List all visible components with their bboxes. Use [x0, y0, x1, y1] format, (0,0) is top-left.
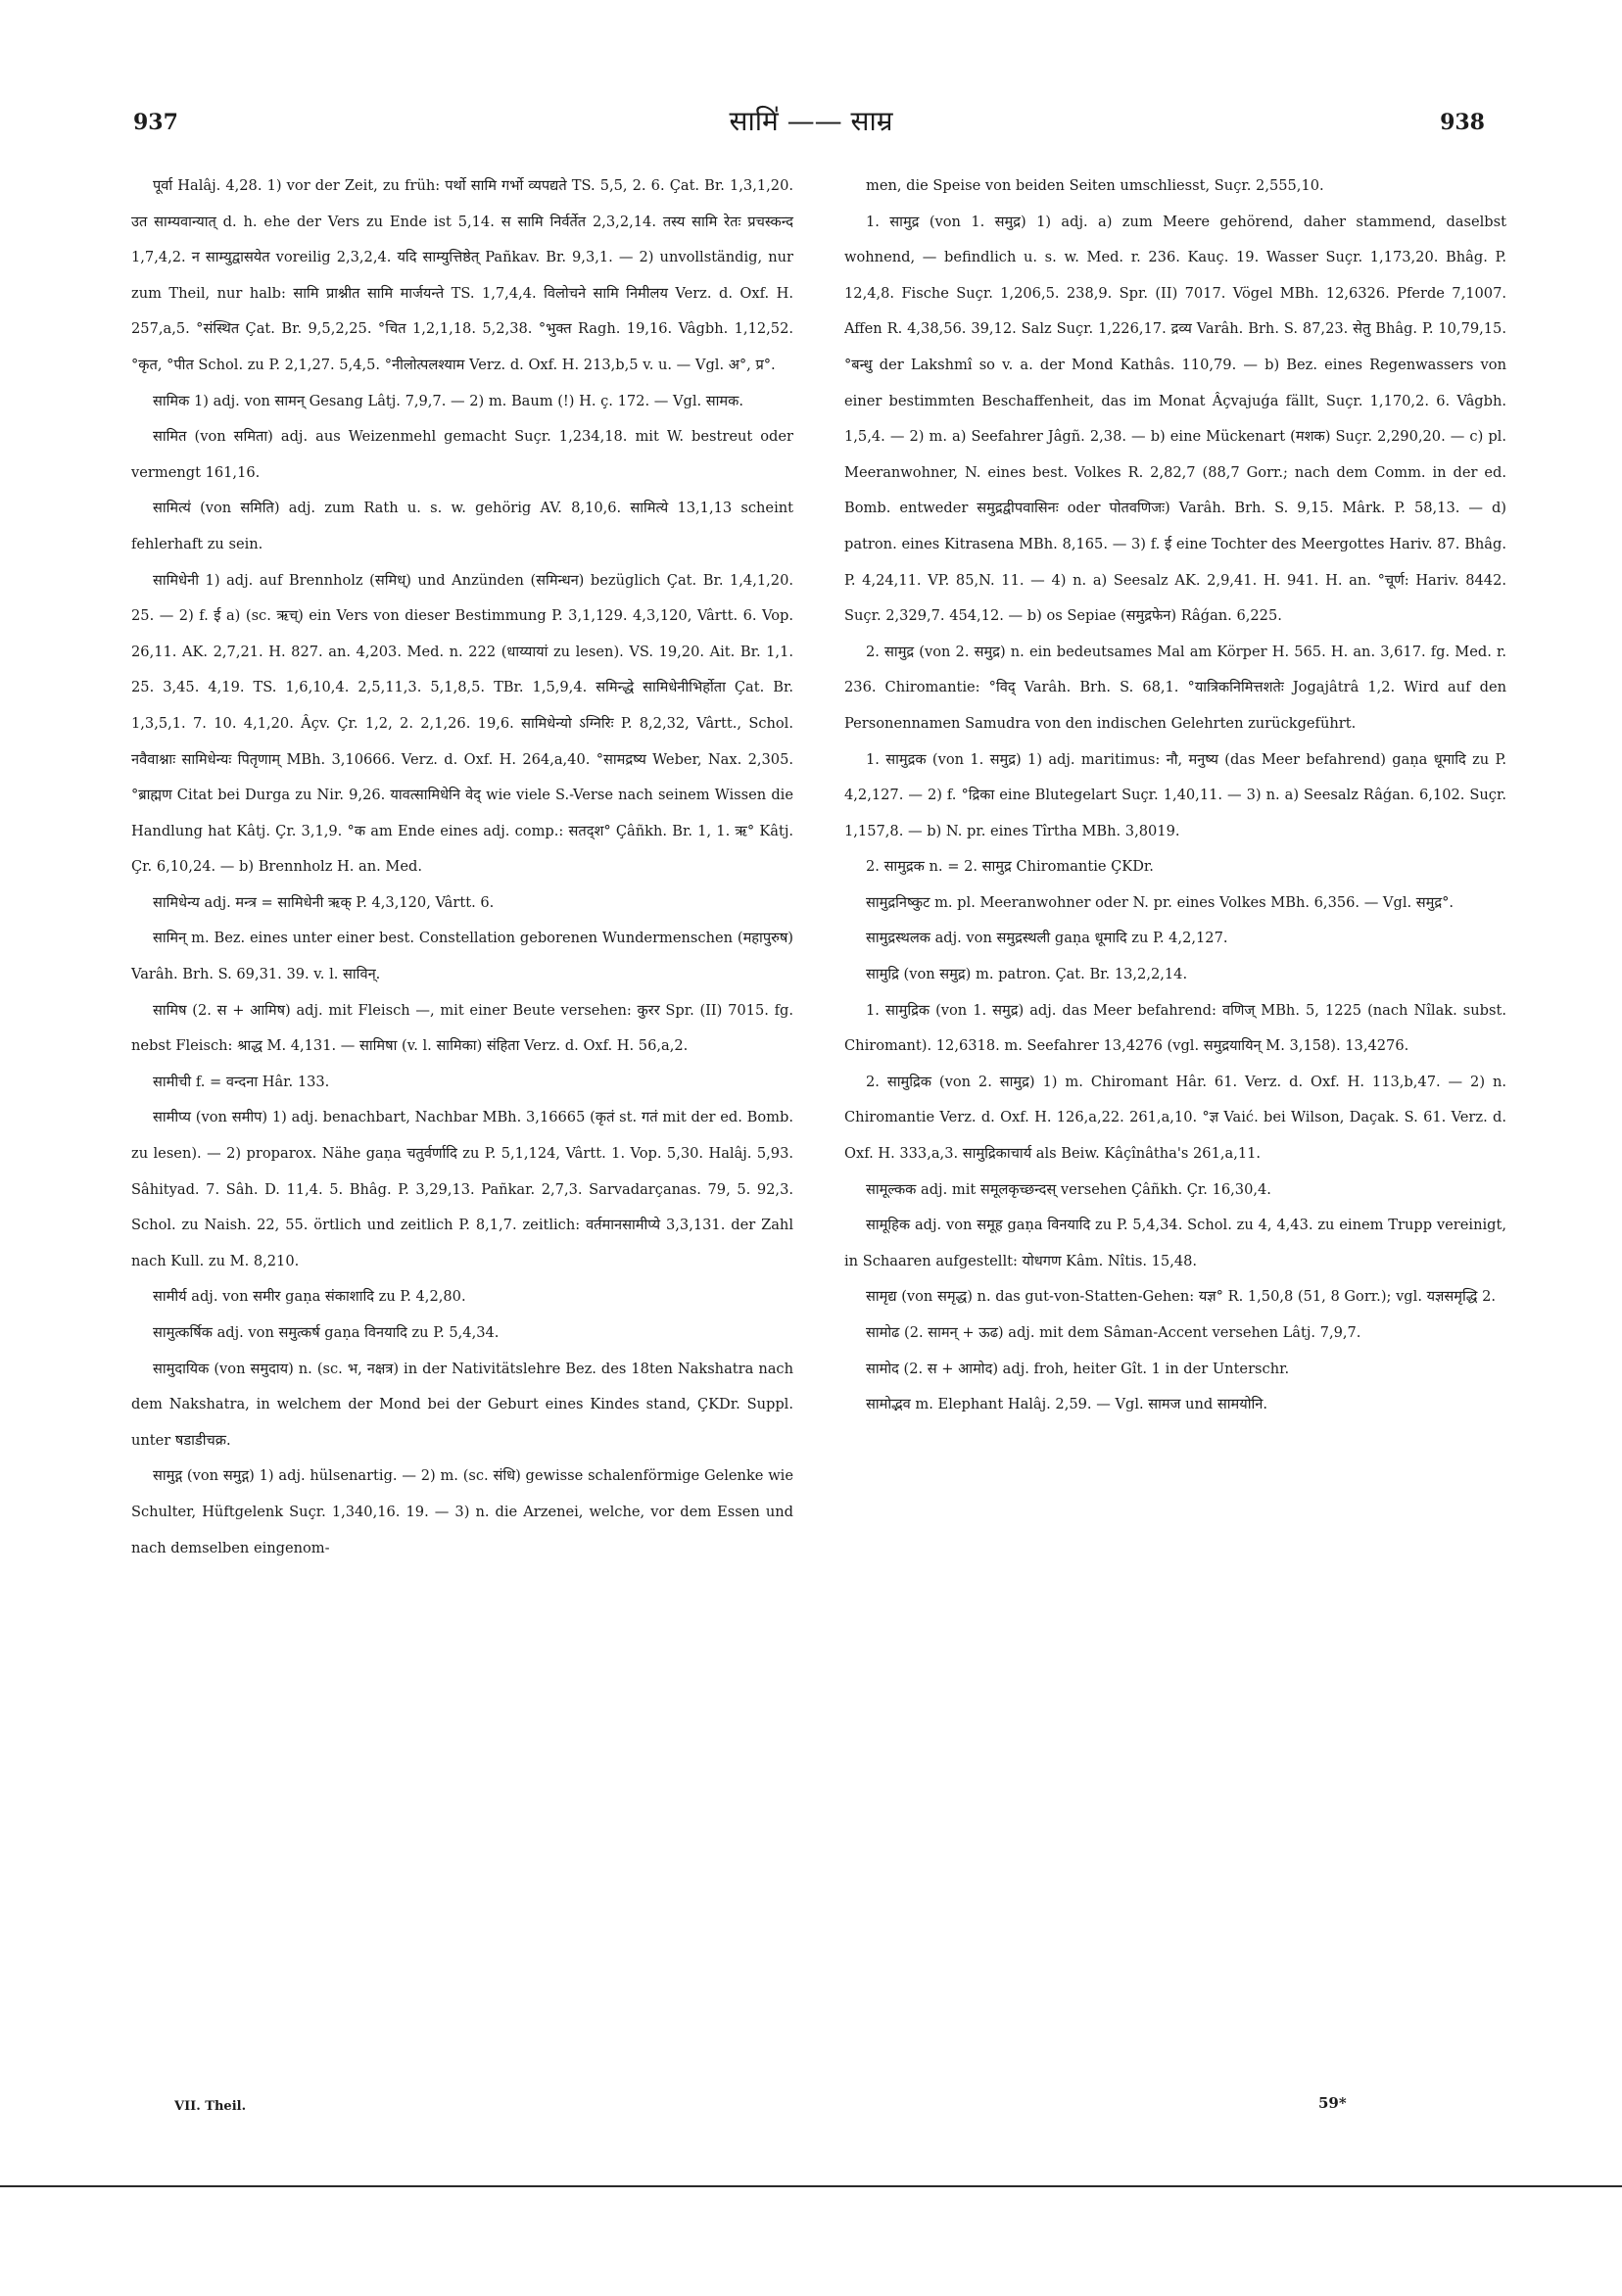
entry-text: men, die Speise von beiden Seiten umschliesst, Suçr. 2,555,10. [866, 177, 1324, 194]
entry-text: 2. सामुद्रक n. = 2. सामुद्र Chiromantie ÇKDr. [866, 858, 1154, 876]
entry-text: सामीप्य (von समीप) 1) adj. benachbart, Nachbar MBh. 3,16665 (कृतं st. गतं mit der ed. Bomb. zu lesen). — 2) proparox. Nähe gaṇa चतुर्वर्णादि zu P. 5,1,124, Vârtt. 1. Vop. 5,30. Halâj. 5,93. Sâhityad. 7. Sâh. D. 11,4. 5. Bhâg. P. 3,29,13. Pañkar. 2,7,3. Sarvadarçanas. 79, 5. 92,3. Schol. zu Naish. 22, 55. örtlich und zeitlich P. 8,1,7. zeitlich: वर्तमानसामीप्ये 3,3,131. der Zahl nach Kull. zu M. 8,210. [131, 1109, 793, 1269]
entry-text: पूर्वा Halâj. 4,28. 1) vor der Zeit, zu früh: पर्थो सामि गर्भो व्यपद्यते TS. 5,5, 2. 6. Çat. Br. 1,3,1,20. उत साम्यवान्यात् d. h. ehe der Vers zu Ende ist 5,14. स सामि निर्वर्तेत 2,3,2,14. तस्य सामि रेतः प्रचस्कन्द 1,7,4,2. न साम्युद्वासयेत voreilig 2,3,2,4. यदि साम्युत्तिष्ठेत् Pañkav. Br. 9,3,1. — 2) unvollständig, nur zum Theil, nur halb: सामि प्राश्नीत सामि मार्जयन्ते TS. 1,7,4,4. विलोचने सामि निमीलय Verz. d. Oxf. H. 257,a,5. °संस्थित Çat. Br. 9,5,2,25. °चित 1,2,1,18. 5,2,38. °भुक्त Ragh. 19,16. Vâgbh. 1,12,52. °कृत, °पीत Schol. zu P. 2,1,27. 5,4,5. °नीलोत्पलश्याम Verz. d. Oxf. H. 213,b,5 v. u. — Vgl. अ°, प्र°. [131, 177, 793, 373]
entry-text: सामूल्कक adj. mit समूलकृच्छन्दस् versehen Çâñkh. Çr. 16,30,4. [866, 1180, 1271, 1198]
entry-text: सामित (von समिता) adj. aus Weizenmehl gemacht Suçr. 1,234,18. mit W. bestreut oder vermengt 161,16. [131, 428, 793, 481]
entry-text: सामोद्भव m. Elephant Halâj. 2,59. — Vgl. सामज und सामयोनि. [866, 1396, 1268, 1413]
entry-text: 1. सामुद्रिक (von 1. समुद्र) adj. das Meer befahrend: वणिज् MBh. 5, 1225 (nach Nîlak. subst. Chiromant). 12,6318. m. Seefahrer 13,4276 (vgl. समुद्रयायिन् M. 3,158). 13,4276. [844, 1001, 1506, 1055]
entry-text: सामीर्य adj. von समीर gaṇa संकाशादि zu P. 4,2,80. [153, 1288, 466, 1306]
bottom-rule [0, 2185, 1622, 2187]
entry-text: 2. सामुद्रिक (von 2. सामुद्र) 1) m. Chiromant Hâr. 61. Verz. d. Oxf. H. 113,b,47. — 2) n. Chiromantie Verz. d. Oxf. H. 126,a,22. 261,a,10. °ज्ञ Vaić. bei Wilson, Daçak. S. 61. Verz. d. Oxf. H. 333,a,3. सामुद्रिकाचार्य als Beiw. Kâçînâtha's 261,a,11. [844, 1073, 1506, 1163]
entry-text: सामुदायिक (von समुदाय) n. (sc. भ, नक्षत्र) in der Nativitätslehre Bez. des 18ten Nakshatra nach dem Nakshatra, in welchem der Mond bei der Geburt eines Kindes stand, ÇKDr. Suppl. unter षडाडीचक्र. [131, 1360, 793, 1449]
entry-text: सामिधेनी 1) adj. auf Brennholz (समिध्) und Anzünden (समिन्धन) bezüglich Çat. Br. 1,4,1,20. 25. — 2) f. ई a) (sc. ऋच्) ein Vers von dieser Bestimmung P. 3,1,129. 4,3,120, Vârtt. 6. Vop. 26,11. AK. 2,7,21. H. 827. an. 4,203. Med. n. 222 (धाय्यायां zu lesen). VS. 19,20. Ait. Br. 1,1. 25. 3,45. 4,19. TS. 1,6,10,4. 2,5,11,3. 5,1,8,5. TBr. 1,5,9,4. समिन्द्धे सामिधेनीभिर्होता Çat. Br. 1,3,5,1. 7. 10. 4,1,20. Âçv. Çr. 1,2, 2. 2,1,26. 19,6. सामिधेन्यो ऽग्निरिः P. 8,2,32, Vârtt., Schol. नवैवाश्नाः सामिधेन्यः पितृणाम् MBh. 3,10666. Verz. d. Oxf. H. 264,a,40. °सामद्रष्य Weber, Nax. 2,305. °ब्राह्मण Citat bei Durga zu Nir. 9,26. यावत्सामिधेनि वेद् wie viele S.-Verse nach seinem Wissen die Handlung hat Kâtj. Çr. 3,1,9. °क am Ende eines adj. comp.: सतद्श° Çâñkh. Br. 1, 1. ऋ° Kâtj. Çr. 6,10,24. — b) Brennholz H. an. Med. [131, 571, 793, 876]
right-column [844, 168, 1506, 1423]
entry-text: सामोढ (2. सामन् + ऊढ) adj. mit dem Sâman-Accent versehen Lâtj. 7,9,7. [866, 1324, 1361, 1341]
entry-text: सामूहिक adj. von समूह gaṇa विनयादि zu P. 5,4,34. Schol. zu 4, 4,43. zu einem Trupp vereinigt, in Schaaren aufgestellt: योधगण Kâm. Nîtis. 15,48. [844, 1217, 1506, 1269]
entry-text: 1. सामुद्र (von 1. समुद्र) 1) adj. a) zum Meere gehörend, daher stammend, daselbst wohnend, — befindlich u. s. w. Med. r. 236. Kauç. 19. Wasser Suçr. 1,173,20. Bhâg. P. 12,4,8. Fische Suçr. 1,206,5. 238,9. Spr. (II) 7017. Vögel MBh. 12,6326. Pferde 7,1007. Affen R. 4,38,56. 39,12. Salz Suçr. 1,226,17. द्रव्य Varâh. Brh. S. 87,23. सेतु Bhâg. P. 10,79,15. °बन्धु der Lakshmî so v. a. der Mond Kathâs. 110,79. — b) Bez. eines Regenwassers von einer bestimmten Beschaffenheit, das im Monat Âçvajuǵa fällt, Suçr. 1,170,2. 6. Vâgbh. 1,5,4. — 2) m. a) Seefahrer Jâgñ. 2,38. — b) eine Mückenart (मशक) Suçr. 2,290,20. — c) pl. Meeranwohner, N. eines best. Volkes R. 2,82,7 (88,7 Gorr.; nach dem Comm. in der ed. Bomb. entweder समुद्रद्वीपवासिनः oder पोतवणिजः) Varâh. Brh. S. 9,15. Mârk. P. 58,13. — d) patron. eines Kitrasena MBh. 8,165. — 3) f. ई eine Tochter des Meergottes Hariv. 87. Bhâg. P. 4,24,11. VP. 85,N. 11. — 4) n. a) Seesalz AK. 2,9,41. H. 941. H. an. °चूर्ण: Hariv. 8442. Suçr. 2,329,7. 454,12. — b) os Sepiae (समुद्रफेन) Râǵan. 6,225. [844, 213, 1506, 625]
entry-text: 2. सामुद्र (von 2. समुद्र) n. ein bedeutsames Mal am Körper H. 565. H. an. 3,617. fg. Med. r. 236. Chiromantie: °विद् Varâh. Brh. S. 68,1. °यात्रिकनिमित्तशतेः Jogajâtrâ 1,2. Wird auf den Personennamen Samudra von den indischen Gelehrten zurückgeführt. [844, 643, 1506, 732]
entry-text: सामिन् m. Bez. eines unter einer best. Constellation geborenen Wundermenschen (महापुरुष) Varâh. Brh. S. 69,31. 39. v. l. साविन्. [131, 930, 793, 983]
entry-text: सामुद्रनिष्कुट m. pl. Meeranwohner oder N. pr. eines Volkes MBh. 6,356. — Vgl. समुद्र°. [866, 893, 1455, 911]
entry-text: सामिक 1) adj. von सामन् Gesang Lâtj. 7,9,7. — 2) m. Baum (!) H. ç. 172. — Vgl. सामक. [153, 392, 744, 409]
page-number-left: 937 [133, 110, 178, 135]
entry-text: सामुद्ग (von समुद्ग) 1) adj. hülsenartig. — 2) m. (sc. संधि) gewisse schalenförmige Gelenke wie Schulter, Hüftgelenk Suçr. 1,340,16. 19. — 3) n. die Arzenei, welche, vor dem Essen und nach demselben eingenom- [131, 1467, 793, 1556]
volume-footer: VII. Theil. [174, 2099, 247, 2114]
entry-text: 1. सामुद्रक (von 1. समुद्र) 1) adj. maritimus: नौ, मनुष्य (das Meer befahrend) gaṇa धूमादि zu P. 4,2,127. — 2) f. °द्रिका eine Blutegelart Suçr. 1,40,11. — 3) n. a) Seesalz Râǵan. 6,102. Suçr. 1,157,8. — b) N. pr. eines Tîrtha MBh. 3,8019. [844, 750, 1506, 839]
entry-text: सामृद्य (von समृद्ध) n. das gut-von-Statten-Gehen: यज्ञ° R. 1,50,8 (51, 8 Gorr.); vgl. यज्ञसमृद्धि 2. [866, 1288, 1497, 1306]
signature-mark: 59* [1318, 2094, 1347, 2112]
entry-text: सामिष (2. स + आमिष) adj. mit Fleisch —, mit einer Beute versehen: कुरर Spr. (II) 7015. fg. nebst Fleisch: श्राद्ध M. 4,131. — सामिषा (v. l. सामिका) संहिता Verz. d. Oxf. H. 56,a,2. [131, 1001, 793, 1055]
page-number-right: 938 [1440, 110, 1485, 135]
entry-text: सामुद्रस्थलक adj. von समुद्रस्थली gaṇa धूमादि zu P. 4,2,127. [866, 930, 1228, 947]
entry-text: सामित्य॑ (von समिति) adj. zum Rath u. s. w. gehörig AV. 8,10,6. सामित्ये 13,1,13 scheint fehlerhaft zu sein. [131, 500, 793, 552]
entry-text: सामीची f. = वन्दना Hâr. 133. [153, 1073, 330, 1090]
entry-text: सामिधेन्य adj. मन्त्र = सामिधेनी ऋक् P. 4,3,120, Vârtt. 6. [153, 893, 495, 911]
entry-text: सामुत्कर्षिक adj. von समुत्कर्ष gaṇa विनयादि zu P. 5,4,34. [153, 1324, 500, 1341]
entry-text: सामोद (2. स + आमोद) adj. froh, heiter Gît. 1 in der Unterschr. [866, 1360, 1290, 1377]
entry-text: सामुद्रि (von समुद्र) m. patron. Çat. Br. 13,2,2,14. [866, 966, 1188, 983]
left-column [131, 168, 793, 1566]
running-headword: सामि॑ —— साम्र [729, 105, 893, 137]
